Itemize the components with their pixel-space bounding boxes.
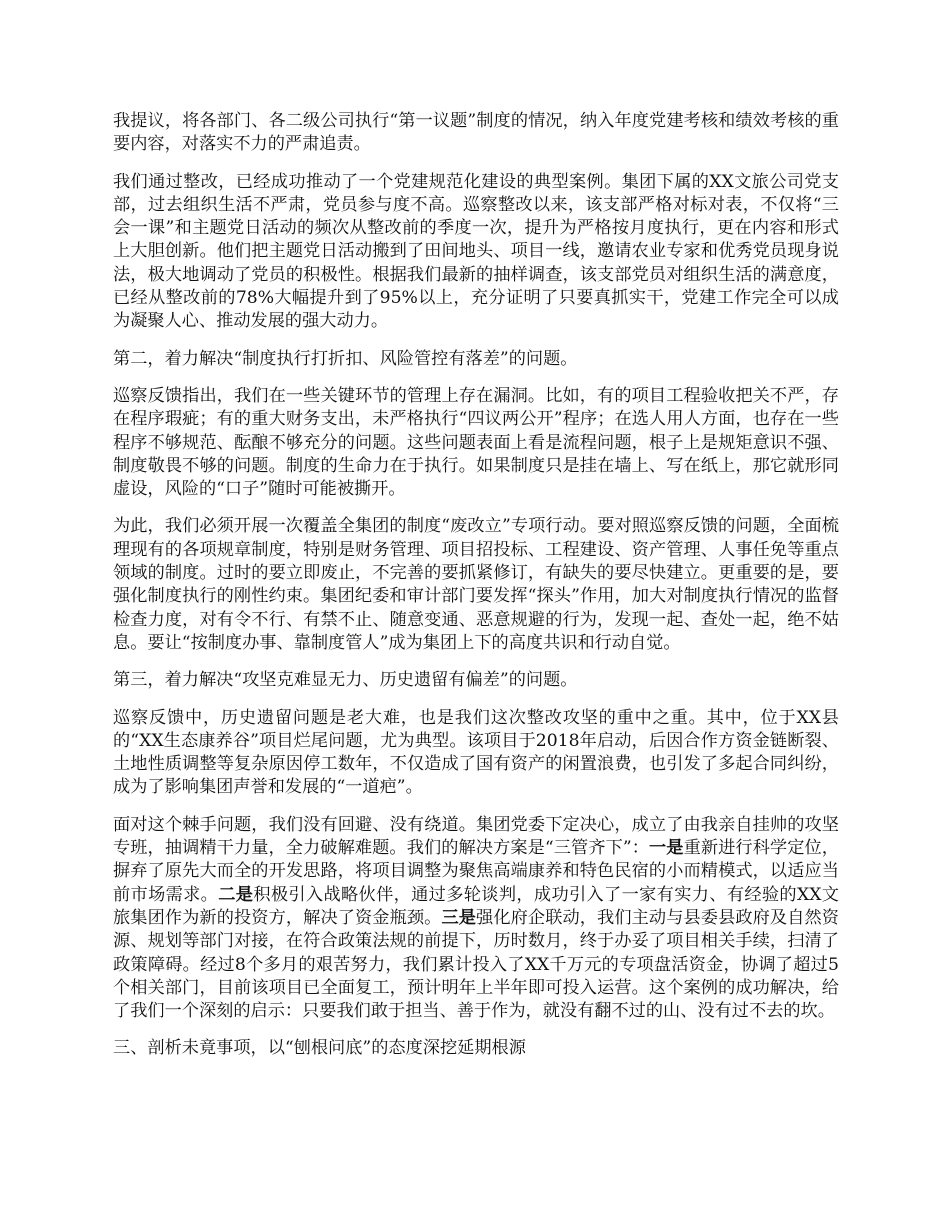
- paragraph-three-pronged-solution: [113, 814, 839, 1024]
- paragraph-party-building-case: 我们通过整改，已经成功推动了一个党建规范化建设的典型案例。集团下属的XX文旅公司党支部，过去组织生活不严肃，党员参与度不高。巡察整改以来，该支部严格对标对表，不仅将“三会一课”和主题党日活动的频次从整改前的季度一次，提升为严格按月度执行，更在内容和形式上大胆创新。他们把主题党日活动搬到了田间地头、项目一线，邀请农业专家和优秀党员现身说法，极大地调动了党员的积极性。根据我们最新的抽样调查，该支部党员对组织生活的满意度，已经从整改前的78%大幅提升到了95%以上，充分证明了只要真抓实干，党建工作完全可以成为凝聚人心、推动发展的强大动力。: [113, 171, 839, 332]
- point-three-label: 三是: [441, 907, 477, 928]
- point-three-text: 强化府企联动，我们主动与县委县政府及自然资源、规划等部门对接，在符合政策法规的前提下，历时数月，终于办妥了项目相关手续，扫清了政策障碍。经过8个多月的艰苦努力，我们累计投入了XX千万元的专项盘活资金，协调了超过5个相关部门，目前该项目已全面复工，预计明年上半年即可投入运营。这个案例的成功解决，给了我们一个深刻的启示：只要我们敢于担当、善于作为，就没有翻不过的山、没有过不去的坎。: [113, 907, 839, 1022]
- paragraph-proposal: 我提议，将各部门、各二级公司执行“第一议题”制度的情况，纳入年度党建考核和绩效考核的重要内容，对落实不力的严肃追责。: [113, 111, 839, 155]
- point-one-label: 一是: [649, 838, 684, 859]
- section-heading-third: 第三，着力解决“攻坚克难显无力、历史遗留有偏差”的问题。: [113, 670, 578, 691]
- point-two-text: 积极引入战略伙伴，通过多轮谈判，成功引入了一家有实力、有经验的XX文旅集团作为新的投资方，解决了资金瓶颈。: [113, 884, 839, 928]
- section-heading-part-three: 三、剖析未竟事项，以“刨根问底”的态度深挖延期根源: [113, 1038, 526, 1059]
- point-one-text: 重新进行科学定位，摒弃了原先大而全的开发思路，将项目调整为聚焦高端康养和特色民宿的小而精模式，以适应当前市场需求。: [113, 838, 839, 905]
- paragraph-legacy-problem: 巡察反馈中，历史遗留问题是老大难，也是我们这次整改攻坚的重中之重。其中，位于XX县的“XX生态康养谷”项目烂尾问题，尤为典型。该项目于2018年启动，后因合作方资金链断裂、土地性质调整等复杂原因停工数年，不仅造成了国有资产的闲置浪费，也引发了多起合同纠纷，成为了影响集团声誉和发展的“一道疤”。: [113, 707, 839, 798]
- solution-intro-text: 面对这个棘手问题，我们没有回避、没有绕道。集团党委下定决心，成立了由我亲自挂帅的攻坚专班，抽调精干力量，全力破解难题。我们的解决方案是“三管齐下”：: [113, 814, 839, 859]
- paragraph-management-loopholes: 巡察反馈指出，我们在一些关键环节的管理上存在漏洞。比如，有的项目工程验收把关不严，存在程序瑕疵；有的重大财务支出，未严格执行“四议两公开”程序；在选人用人方面，也存在一些程序不够规范、酝酿不够充分的问题。这些问题表面上看是流程问题，根子上是规矩意识不强、制度敬畏不够的问题。制度的生命力在于执行。如果制度只是挂在墙上、写在纸上，那它就形同虚设，风险的“口子”随时可能被撕开。: [113, 385, 839, 500]
- point-two-label: 二是: [218, 884, 254, 905]
- paragraph-system-reform: 为此，我们必须开展一次覆盖全集团的制度“废改立”专项行动。要对照巡察反馈的问题，全面梳理现有的各项规章制度，特别是财务管理、项目招投标、工程建设、资产管理、人事任免等重点领域的制度。过时的要立即废止，不完善的要抓紧修订，有缺失的要尽快建立。更重要的是，要强化制度执行的刚性约束。集团纪委和审计部门要发挥“探头”作用，加大对制度执行情况的监督检查力度，对有令不行、有禁不止、随意变通、恶意规避的行为，发现一起、查处一起，绝不姑息。要让“按制度办事、靠制度管人”成为集团上下的高度共识和行动自觉。: [113, 516, 839, 653]
- document-body: [113, 110, 839, 1075]
- section-heading-second: 第二，着力解决“制度执行打折扣、风险管控有落差”的问题。: [113, 348, 578, 369]
